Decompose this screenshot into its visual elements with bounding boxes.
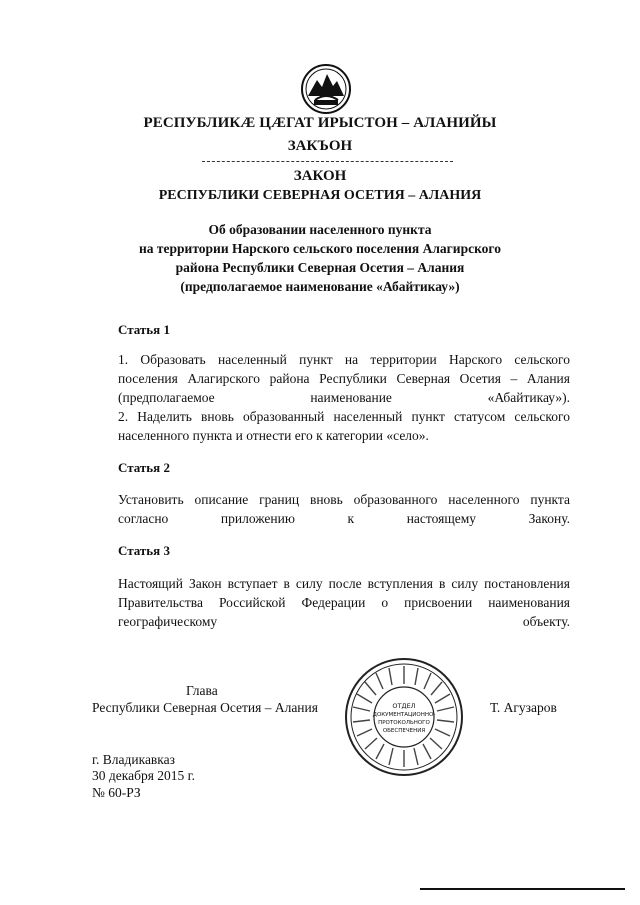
signature-position-republic: Республики Северная Осетия – Алания	[92, 700, 318, 715]
seal-text: ОБЕСПЕЧЕНИЯ	[382, 728, 426, 734]
subject-line: района Республики Северная Осетия – Алания	[175, 260, 465, 275]
ossetian-law-title: ЗАКЪОН	[287, 138, 353, 154]
article-2-title: Статья 2	[118, 460, 170, 475]
date: 30 декабря 2015 г.	[92, 768, 196, 783]
footer-line	[420, 888, 625, 890]
law-subject	[0, 220, 640, 296]
official-seal-stamp	[343, 656, 465, 778]
divider-line	[202, 161, 453, 162]
law-title: ЗАКОН	[293, 168, 347, 184]
city: г. Владикавказ	[92, 752, 175, 767]
article-1-title: Статья 1	[118, 322, 170, 337]
republic-title: РЕСПУБЛИКИ СЕВЕРНАЯ ОСЕТИЯ – АЛАНИЯ	[158, 188, 482, 203]
signatory-name: Т. Агузаров	[490, 700, 557, 715]
article-1-paragraph-1: 1. Образовать населенный пункт на территории Нарского сельского поселения Алагирского района Республики Северная Осетия – Алания (предполагаемое наименование «Абайтикау»).	[118, 352, 570, 405]
law-number: № 60-РЗ	[92, 785, 141, 800]
subject-line: на территории Нарского сельского поселения Алагирского	[139, 241, 501, 256]
seal-text: ПРОТОКОЛЬНОГО	[378, 720, 430, 726]
subject-line: Об образовании населенного пункта	[208, 222, 432, 237]
ossetian-republic-title: РЕСПУБЛИКӔ ЦӔГАТ ИРЫСТОН – АЛАНИЙЫ	[143, 115, 497, 131]
coat-of-arms-emblem	[300, 62, 352, 116]
seal-text: ОТДЕЛ	[392, 702, 416, 710]
article-3-paragraph: Настоящий Закон вступает в силу после вступления в силу постановления Правительства Российской Федерации о присвоении наименования географическому объекту.	[118, 576, 570, 629]
seal-text: ДОКУМЕНТАЦИОННО-	[372, 712, 436, 718]
signature-position: Глава	[186, 683, 218, 698]
article-1-paragraph-2: 2. Наделить вновь образованный населенный пункт статусом сельского населенного пункта и отнести его к категории «село».	[118, 409, 570, 443]
article-3-title: Статья 3	[118, 543, 170, 558]
article-2-paragraph: Установить описание границ вновь образованного населенного пункта согласно приложению к настоящему Закону.	[118, 492, 570, 526]
subject-line: (предполагаемое наименование «Абайтикау»)	[180, 279, 460, 294]
